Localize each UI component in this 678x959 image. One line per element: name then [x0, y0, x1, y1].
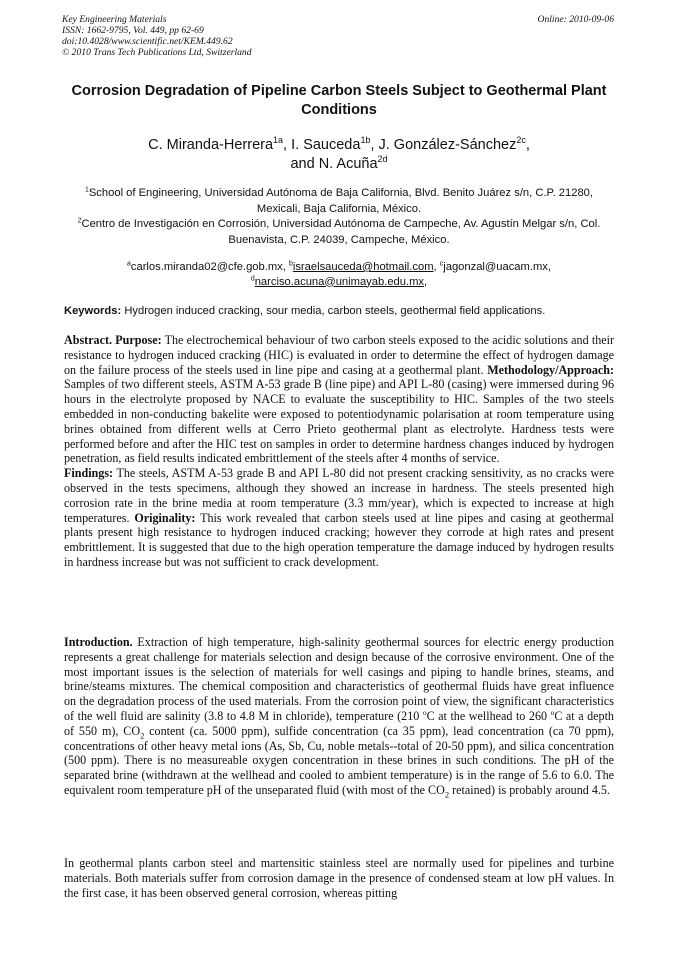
intro-text: retained) is probably around 4.5.: [449, 782, 610, 797]
findings-label: Findings:: [64, 466, 114, 481]
author-superscript: 1b: [360, 135, 371, 146]
affiliation-marker: 2: [77, 217, 82, 225]
author-name: N. Acuña: [318, 156, 378, 172]
paper-title: Corrosion Degradation of Pipeline Carbon Steels Subject to Geothermal Plant Conditions: [71, 83, 607, 118]
affiliations: [64, 186, 614, 248]
author-list: C. Miranda-Herrera$^{1a}$, I. Sauceda$^{1b}$, J. González-Sánchez$^{2c}$, and N. Acuña$^{2d}$: [148, 135, 530, 172]
intro-text: C at a depth of 550 m), CO: [64, 708, 614, 738]
body-paragraph: [64, 856, 614, 900]
email-marker: c: [439, 260, 444, 268]
author-superscript: 2d: [377, 154, 388, 165]
email-marker: a: [127, 260, 131, 268]
keywords-label: Keywords:: [64, 305, 122, 317]
author-name: I. Sauceda: [291, 137, 361, 153]
findings-text: The steels, ASTM A-53 grade B and API L-80 did not present cracking sensitivity, as no cracks were observed in the tests specimens, although they showed an increase in hardness. The steels presented high corrosion rate in the brine media at room temperature (3.3 mm/year), which is expected to increase at high temperatures.: [64, 466, 614, 525]
author-superscript: 2c: [516, 135, 526, 146]
journal-header: [62, 14, 252, 58]
degree-sign: o: [550, 707, 555, 717]
findings-paragraph: [64, 466, 614, 570]
journal-name: Key Engineering Materials: [62, 14, 167, 25]
email-link[interactable]: israelsauceda@hotmail.com: [292, 261, 434, 273]
affiliation-text: Centro de Investigación en Corrosión, Universidad Autónoma de Campeche, Av. Agustín Melgar s/n, Col. Buenavista, C.P. 24039, Campeche, México.: [81, 218, 601, 246]
email-marker: b: [288, 260, 293, 268]
online-date: Online: 2010-09-06: [537, 14, 614, 25]
abstract-label: Abstract.: [64, 333, 113, 347]
subscript: 2: [140, 730, 145, 741]
email-link[interactable]: carlos.miranda02@cfe.gob.mx: [130, 261, 283, 273]
keywords: [64, 304, 614, 318]
intro-text: Extraction of high temperature, high-salinity geothermal sources for electric energy production represents a great challenge for materials selection and design because of the corrosive environment. One of the most important issues is the selection of materials for well casings and piping to handle brines, steams, and brine/steams mixtures. The chemical composition and characteristics of geothermal fluids have great influence on the degradation process of the used materials. From the corrosion point of view, the significant characteristics of the well fluid are salinity (3.8 to 4.8 M in chloride), temperature (210: [64, 635, 614, 723]
paragraph-text: In geothermal plants carbon steel and martensitic stainless steel are normally used for pipelines and turbine materials. Both materials suffer from corrosion damage in the presence of condensed steam at low pH values. In the first case, it has been observed general corrosion, whereas pitting: [64, 856, 614, 900]
copyright-line: © 2010 Trans Tech Publications Ltd, Switzerland: [62, 47, 252, 58]
affiliation-text: School of Engineering, Universidad Autónoma de Baja California, Blvd. Benito Juárez s/n, C.P. 21280, Mexicali, Baja California, México.: [88, 187, 593, 215]
subscript: 2: [444, 789, 450, 800]
abstract-paragraph: [64, 333, 614, 466]
email-link[interactable]: narciso.acuna@unimayab.edu.mx: [254, 275, 425, 288]
introduction-paragraph: [64, 635, 614, 798]
affiliation-2: [64, 217, 614, 248]
author-superscript: 1a: [273, 135, 284, 146]
methodology-text: Samples of two different steels, ASTM A-53 grade B (line pipe) and API L-80 (casing) were immersed during 96 hours in the electrolyte proposed by NACE to evaluate the susceptibility to HIC. Samples of the two steels embedded in non-conducting bakelite were exposed to potentiodynamic polarisation at room temperature using brines obtained from different wells at Cerro Prieto geothermal plant as electrolyte. Hardness tests were performed before and after the HIC test on samples in order to determine hardness changes induced by hydrogen penetration, as field results indicated embrittlement of the steels after 4 months of service.: [64, 377, 614, 466]
methodology-label: Methodology/Approach:: [487, 362, 615, 377]
email-marker: d: [250, 274, 255, 282]
originality-text: This work revealed that carbon steels used at line pipes and casing at geothermal plants present high resistance to hydrogen induced cracking; however they corrode at high rates and present embrittlement. It is suggested that due to the high operation temperature the damage induced by hydrogen results in hardness increase but was not sufficient to crack development.: [64, 510, 614, 569]
author-name: J. González-Sánchez: [378, 137, 517, 153]
doi-line: doi:10.4028/www.scientific.net/KEM.449.62: [62, 36, 233, 47]
degree-sign: o: [422, 707, 427, 717]
intro-text: C at the wellhead to 260: [426, 708, 551, 723]
intro-text: content (ca. 5000 ppm), sulfide concentration (ca 35 ppm), lead concentration (ca 70 ppm), concentrations of other heavy metal ions (As, Sb, Cu, noble metals--total of 20-50 ppm), and silica concentration (500 ppm). There is no measureable oxygen concentration in these brines in such conditions. The pH of the separated brine (withdrawn at the wellhead and cooled to ambient temperature) is in the range of 5.6 to 6.0. The equivalent room temperature pH of the unseparated fluid (with most of the CO: [64, 723, 614, 797]
author-name: C. Miranda-Herrera: [148, 137, 274, 153]
introduction-section: [64, 635, 614, 798]
keywords-text: Hydrogen induced cracking, sour media, carbon steels, geothermal field applications.: [124, 305, 546, 317]
purpose-text: The electrochemical behaviour of two carbon steels exposed to the acidic solutions and their resistance to hydrogen induced cracking (HIC) is evaluated in order to determine the effect of hydrogen damage on the failure process of the steels used in line pipe and casing at a geothermal plant.: [64, 333, 614, 377]
author-emails: $^a$carlos.miranda02@cfe.gob.mx, $^b$israelsauceda@hotmail.com, $^c$jagonzal@uacam.mx, $^d$narciso.acuna@unimayab.edu.mx,: [127, 260, 551, 288]
email-link[interactable]: jagonzal@uacam.mx: [443, 261, 548, 273]
issn-line: ISSN: 1662-9795, Vol. 449, pp 62-69: [62, 25, 204, 36]
purpose-label: Purpose:: [115, 333, 162, 347]
author-conjunction: and: [290, 156, 315, 172]
abstract-section: [64, 333, 614, 570]
affiliation-1: [64, 186, 614, 217]
introduction-label: Introduction.: [64, 635, 133, 649]
originality-label: Originality:: [134, 510, 196, 525]
affiliation-marker: 1: [84, 186, 89, 194]
